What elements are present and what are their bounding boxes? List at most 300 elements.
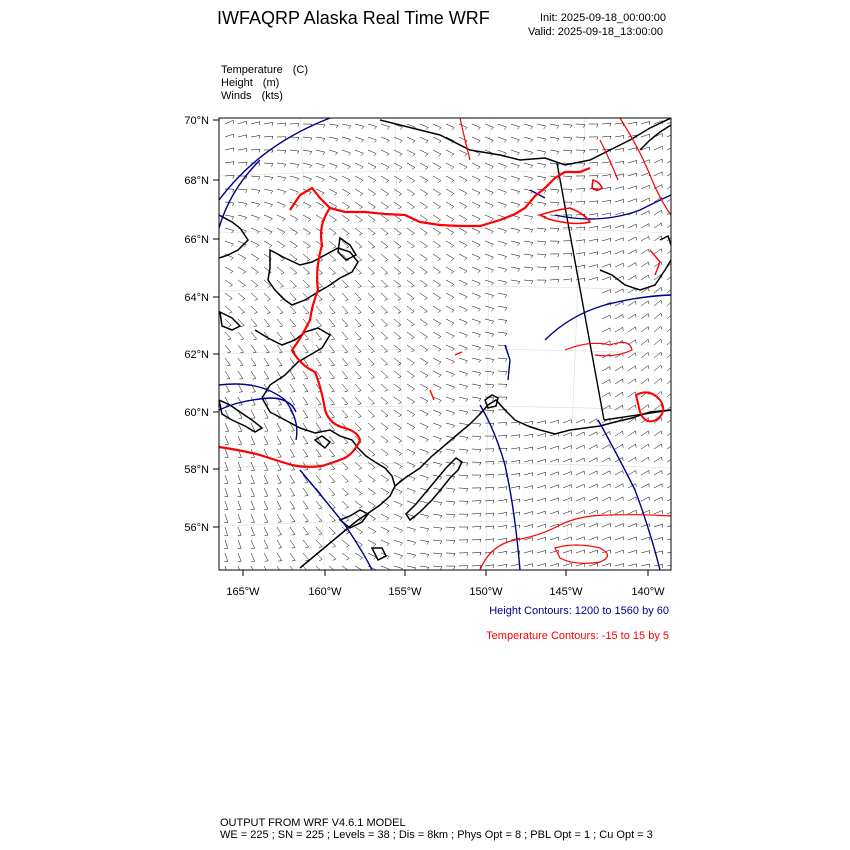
wind-barb bbox=[238, 553, 241, 561]
wind-barb bbox=[420, 384, 428, 391]
wind-barb bbox=[550, 511, 558, 514]
wind-barb bbox=[264, 241, 272, 248]
wind-barb bbox=[602, 123, 611, 126]
wind-barb bbox=[485, 293, 494, 298]
wind-barb bbox=[459, 397, 468, 402]
wind-barb bbox=[277, 462, 281, 470]
wind-barb bbox=[576, 432, 584, 436]
valid-time: Valid: 2025-09-18_13:00:00 bbox=[528, 26, 663, 38]
wind-barb bbox=[641, 444, 649, 449]
wind-barb bbox=[654, 444, 662, 449]
wind-barb bbox=[433, 215, 441, 222]
wind-barb bbox=[498, 538, 507, 541]
wind-barb bbox=[589, 163, 598, 166]
wind-barb bbox=[238, 345, 244, 353]
wind-barb bbox=[381, 293, 388, 301]
wind-barb bbox=[251, 514, 255, 522]
wind-barb bbox=[524, 434, 533, 437]
wind-barb bbox=[224, 527, 227, 536]
wind-barb bbox=[251, 527, 255, 535]
wind-barb bbox=[407, 163, 415, 170]
wind-barb bbox=[303, 137, 312, 141]
wind-barb bbox=[303, 215, 311, 222]
wind-barb bbox=[446, 358, 454, 364]
wind-barb bbox=[472, 358, 481, 363]
wind-barb bbox=[394, 488, 402, 494]
wind-barb bbox=[576, 240, 585, 243]
wind-barb bbox=[446, 384, 454, 390]
wind-barb bbox=[381, 254, 388, 261]
wind-barb bbox=[628, 457, 636, 462]
wind-barb bbox=[303, 553, 309, 561]
wind-barb bbox=[368, 254, 375, 261]
wind-barb bbox=[641, 405, 649, 410]
wind-barb bbox=[381, 397, 388, 404]
wind-barb bbox=[394, 163, 402, 169]
wind-barb bbox=[316, 202, 324, 209]
lat-axis bbox=[213, 120, 219, 527]
wind-barb bbox=[420, 254, 427, 261]
wind-barb bbox=[550, 472, 558, 475]
wind-barb bbox=[485, 137, 493, 143]
wind-barb bbox=[238, 306, 245, 314]
wind-barb bbox=[368, 514, 376, 521]
wind-barb bbox=[316, 332, 322, 340]
wind-barb bbox=[433, 254, 441, 261]
wind-barb bbox=[355, 306, 361, 314]
wind-barb bbox=[251, 280, 258, 287]
wind-barb bbox=[654, 497, 662, 501]
wind-barb bbox=[498, 423, 507, 426]
wind-barb bbox=[407, 189, 415, 196]
wind-barb bbox=[225, 162, 234, 165]
wind-barb bbox=[537, 124, 546, 129]
wind-barb bbox=[238, 280, 245, 287]
wind-barb bbox=[485, 487, 494, 490]
wind-barb bbox=[485, 280, 494, 285]
wind-barb bbox=[238, 527, 241, 535]
wind-barb bbox=[381, 488, 389, 495]
wind-barb bbox=[485, 124, 493, 130]
wind-barb bbox=[420, 176, 428, 183]
wind-barb bbox=[563, 485, 571, 489]
wind-barb bbox=[225, 293, 232, 300]
wind-barb bbox=[355, 345, 361, 353]
wind-barb bbox=[277, 137, 286, 140]
wind-barb bbox=[563, 176, 572, 180]
wind-barb bbox=[628, 366, 636, 371]
wind-barb bbox=[602, 445, 610, 450]
init-time: Init: 2025-09-18_00:00:00 bbox=[540, 12, 666, 24]
wind-barb bbox=[225, 423, 229, 431]
wind-barb bbox=[602, 264, 610, 267]
wind-barb bbox=[472, 501, 481, 504]
wind-barb bbox=[355, 215, 362, 222]
wind-barb bbox=[641, 457, 649, 462]
wind-barb bbox=[511, 163, 520, 168]
wind-barb bbox=[498, 525, 507, 528]
wind-barb bbox=[381, 514, 389, 520]
wind-barb bbox=[498, 564, 507, 567]
wind-barb bbox=[290, 241, 297, 248]
wind-barb bbox=[290, 150, 299, 154]
wind-barb bbox=[602, 175, 611, 178]
wind-barb bbox=[355, 228, 362, 235]
wind-barb bbox=[511, 267, 520, 272]
wind-barb bbox=[225, 371, 230, 379]
wind-barb bbox=[550, 189, 559, 193]
wind-barb bbox=[433, 137, 441, 143]
wind-barb bbox=[355, 267, 362, 275]
wind-barb bbox=[342, 293, 348, 301]
wind-barb bbox=[407, 176, 415, 183]
wind-barb bbox=[225, 449, 228, 457]
wind-barb bbox=[277, 150, 286, 154]
wind-barb bbox=[238, 514, 241, 522]
wind-barb bbox=[290, 553, 295, 561]
wind-barb bbox=[368, 462, 375, 469]
wind-barb bbox=[459, 202, 467, 208]
wind-barb bbox=[303, 150, 312, 155]
wind-barb bbox=[459, 241, 467, 247]
wind-barb bbox=[524, 150, 533, 155]
wind-barb bbox=[316, 527, 322, 535]
wind-barb bbox=[524, 280, 533, 284]
wind-barb bbox=[394, 410, 401, 417]
wind-barb bbox=[420, 449, 428, 455]
wind-barb bbox=[407, 267, 414, 274]
wind-barb bbox=[251, 501, 255, 509]
wind-barb bbox=[303, 280, 309, 288]
wind-barb bbox=[433, 566, 442, 570]
wind-barb bbox=[563, 433, 571, 437]
wind-barb bbox=[485, 267, 494, 273]
wind-barb bbox=[329, 267, 336, 275]
wind-barb bbox=[498, 202, 507, 208]
wind-barb bbox=[433, 540, 442, 544]
wind-barb bbox=[368, 202, 375, 209]
wind-barb bbox=[524, 267, 533, 271]
wind-barb bbox=[290, 436, 295, 444]
wind-barb bbox=[407, 319, 414, 326]
wind-barb bbox=[459, 189, 467, 195]
wind-barb bbox=[498, 267, 507, 272]
wind-barb bbox=[329, 475, 335, 483]
wind-barb bbox=[316, 397, 321, 405]
wind-barb bbox=[472, 514, 481, 517]
wind-barb bbox=[628, 353, 636, 358]
wind-barb bbox=[368, 306, 374, 314]
wind-barb bbox=[368, 150, 376, 156]
field-winds-name: Winds bbox=[221, 90, 252, 102]
wind-barb bbox=[485, 163, 493, 169]
wind-barb bbox=[641, 198, 649, 202]
wind-barb bbox=[550, 459, 558, 462]
wind-barb bbox=[459, 488, 468, 492]
wind-barb bbox=[394, 449, 402, 456]
wind-barb bbox=[355, 410, 361, 418]
wind-barb bbox=[238, 397, 242, 405]
wind-barb bbox=[615, 161, 624, 164]
wind-barb bbox=[407, 423, 415, 430]
wind-barb bbox=[329, 514, 335, 522]
wind-barb bbox=[394, 527, 402, 533]
wind-barb bbox=[355, 293, 361, 301]
wind-barb bbox=[641, 564, 650, 567]
wind-barb bbox=[498, 189, 506, 195]
wind-barb bbox=[654, 223, 662, 228]
temperature-contours bbox=[219, 118, 671, 570]
wind-barb bbox=[628, 314, 636, 319]
wind-barb bbox=[628, 327, 636, 332]
wind-barb bbox=[329, 501, 335, 509]
wind-barb bbox=[329, 176, 337, 182]
wind-barb bbox=[277, 449, 281, 457]
wind-barb bbox=[615, 510, 623, 514]
wind-barb bbox=[602, 328, 610, 332]
wind-barb bbox=[589, 510, 597, 514]
wind-barb bbox=[511, 202, 520, 207]
wind-barb bbox=[511, 241, 520, 246]
wind-barb bbox=[316, 306, 322, 314]
wind-barb bbox=[589, 124, 598, 127]
wind-barb bbox=[394, 189, 402, 196]
wind-barb bbox=[407, 254, 414, 261]
wind-barb bbox=[589, 239, 598, 242]
wind-barb bbox=[537, 267, 546, 271]
lon-label-140: 140°W bbox=[631, 586, 665, 598]
wind-barb bbox=[277, 358, 282, 366]
wind-barb bbox=[446, 215, 454, 222]
wind-barb bbox=[264, 319, 270, 327]
wind-barb bbox=[563, 137, 572, 141]
wind-barb bbox=[537, 446, 546, 449]
wind-barb bbox=[654, 405, 662, 411]
wind-barb bbox=[459, 319, 467, 325]
wind-barb bbox=[537, 524, 546, 527]
wind-barb bbox=[407, 332, 414, 339]
wind-barb bbox=[433, 189, 441, 196]
wind-barb bbox=[407, 150, 415, 156]
wind-barb bbox=[602, 187, 611, 190]
wind-barb bbox=[264, 436, 268, 444]
lat-label-64: 64°N bbox=[184, 292, 209, 304]
wind-barb bbox=[537, 137, 546, 142]
wind-barb bbox=[602, 458, 610, 462]
wind-barb bbox=[472, 137, 480, 143]
wind-barb bbox=[641, 173, 649, 177]
wind-barb bbox=[277, 123, 286, 126]
wind-barb bbox=[420, 514, 429, 519]
wind-barb bbox=[251, 540, 255, 548]
wind-barb bbox=[407, 384, 415, 391]
wind-barb bbox=[238, 135, 247, 138]
wind-barb bbox=[394, 293, 401, 300]
wind-barb bbox=[264, 163, 273, 167]
wind-barb bbox=[433, 553, 442, 557]
wind-barb bbox=[446, 150, 454, 156]
wind-barb bbox=[602, 290, 610, 294]
wind-barb bbox=[524, 447, 533, 450]
wind-barb bbox=[238, 501, 241, 509]
wind-barb bbox=[472, 124, 480, 130]
wind-barb bbox=[368, 228, 375, 235]
wind-barb bbox=[303, 527, 309, 535]
wind-barb bbox=[459, 163, 467, 169]
wind-barb bbox=[602, 471, 610, 475]
wind-barb bbox=[290, 137, 299, 141]
wind-barb bbox=[472, 397, 481, 401]
wind-barb bbox=[368, 371, 374, 379]
wind-barb bbox=[498, 371, 507, 375]
wind-barb bbox=[303, 436, 308, 444]
wind-barb bbox=[433, 332, 441, 339]
wind-barb bbox=[277, 488, 281, 496]
wind-barb bbox=[498, 124, 506, 130]
wind-barb bbox=[563, 124, 572, 128]
wind-barb bbox=[498, 474, 507, 477]
wind-barb bbox=[654, 326, 662, 332]
wind-barb bbox=[537, 176, 546, 181]
wind-barb bbox=[641, 340, 649, 346]
wind-barb bbox=[524, 473, 533, 476]
wind-barb bbox=[446, 228, 454, 235]
wind-barb bbox=[628, 564, 637, 567]
wind-barb bbox=[251, 293, 258, 301]
wind-barb bbox=[472, 488, 481, 491]
wind-barb bbox=[290, 540, 295, 548]
wind-barb bbox=[394, 319, 401, 326]
wind-barb bbox=[394, 501, 402, 507]
wind-barb bbox=[394, 215, 401, 222]
wind-barb bbox=[498, 512, 507, 515]
wind-barb bbox=[381, 215, 388, 222]
wind-barb bbox=[420, 527, 429, 532]
wind-barb bbox=[238, 149, 247, 152]
wind-barb bbox=[342, 566, 349, 573]
wind-barb bbox=[368, 449, 375, 456]
wind-barb bbox=[251, 462, 255, 470]
wind-barb bbox=[368, 176, 376, 183]
wind-barb bbox=[628, 550, 637, 554]
wind-barb bbox=[264, 540, 268, 548]
wind-barb bbox=[498, 487, 507, 490]
wind-barb bbox=[420, 189, 428, 196]
wind-barb bbox=[498, 384, 507, 387]
wind-barb bbox=[563, 266, 572, 269]
wind-barb bbox=[355, 137, 364, 142]
wind-barb bbox=[381, 150, 389, 156]
wind-barb bbox=[459, 358, 468, 363]
wind-barb bbox=[511, 448, 520, 451]
wind-barb bbox=[628, 276, 636, 281]
wind-barb bbox=[537, 150, 546, 155]
wind-barb bbox=[368, 475, 375, 482]
wind-barb bbox=[628, 471, 636, 476]
wind-barb bbox=[485, 410, 494, 414]
wind-barb bbox=[290, 267, 297, 274]
wind-barb bbox=[641, 121, 650, 124]
wind-barb bbox=[472, 163, 480, 169]
wind-barb bbox=[329, 137, 338, 142]
wind-barb bbox=[355, 384, 361, 392]
wind-barb bbox=[615, 366, 623, 371]
wind-barb bbox=[472, 462, 481, 465]
wind-barb bbox=[290, 163, 299, 168]
wind-barb bbox=[654, 313, 662, 319]
wind-barb bbox=[511, 176, 520, 181]
wind-barb bbox=[628, 199, 636, 202]
wind-barb bbox=[563, 563, 572, 566]
wind-barb bbox=[420, 358, 428, 365]
wind-barb bbox=[602, 405, 610, 410]
wind-barb bbox=[459, 384, 468, 389]
wind-barb bbox=[329, 358, 335, 366]
wind-barb bbox=[225, 345, 231, 353]
wind-barb bbox=[628, 148, 637, 151]
wind-barb bbox=[459, 436, 468, 440]
lat-label-58: 58°N bbox=[184, 464, 209, 476]
wind-barb bbox=[420, 163, 428, 170]
lat-label-56: 56°N bbox=[184, 522, 209, 534]
wind-barb bbox=[277, 501, 281, 509]
wind-barb bbox=[602, 367, 610, 371]
wind-barb bbox=[589, 524, 597, 528]
wind-barb bbox=[407, 228, 414, 235]
wind-barb bbox=[433, 501, 442, 506]
wind-barb bbox=[537, 511, 546, 514]
wind-barb bbox=[615, 123, 624, 126]
wind-barb bbox=[511, 124, 520, 129]
wind-barb bbox=[290, 371, 295, 379]
wind-barb bbox=[602, 277, 610, 280]
wind-barb bbox=[628, 237, 636, 241]
wind-barb bbox=[563, 253, 572, 256]
wind-barb bbox=[329, 488, 335, 496]
wind-barb bbox=[524, 124, 533, 129]
wind-barb bbox=[329, 553, 336, 560]
wind-barb bbox=[563, 446, 571, 450]
wind-barb bbox=[537, 254, 546, 258]
wind-barb bbox=[394, 423, 402, 430]
wind-barb bbox=[537, 163, 546, 168]
wind-barb bbox=[602, 393, 610, 398]
wind-barb bbox=[381, 189, 389, 196]
wind-barb bbox=[368, 527, 376, 534]
wind-barb bbox=[251, 176, 260, 180]
wind-barb bbox=[277, 553, 282, 561]
wind-barb bbox=[277, 436, 281, 444]
lat-label-66: 66°N bbox=[184, 234, 209, 246]
wind-barb bbox=[498, 293, 507, 298]
wind-barb bbox=[407, 358, 414, 365]
wind-barb bbox=[329, 449, 335, 457]
lat-label-68: 68°N bbox=[184, 175, 209, 187]
wind-barb bbox=[238, 215, 247, 220]
wind-barb bbox=[329, 384, 334, 392]
wind-barb bbox=[433, 410, 441, 416]
wind-barb bbox=[433, 228, 441, 235]
wind-barb bbox=[264, 306, 270, 314]
wind-barb bbox=[420, 475, 429, 480]
wind-barb bbox=[459, 280, 467, 286]
wind-barb bbox=[225, 319, 231, 327]
wind-barb bbox=[381, 423, 388, 430]
wind-barb bbox=[381, 319, 388, 327]
wind-barb bbox=[537, 485, 546, 488]
wind-barb bbox=[498, 397, 507, 400]
wind-barb bbox=[576, 484, 584, 488]
